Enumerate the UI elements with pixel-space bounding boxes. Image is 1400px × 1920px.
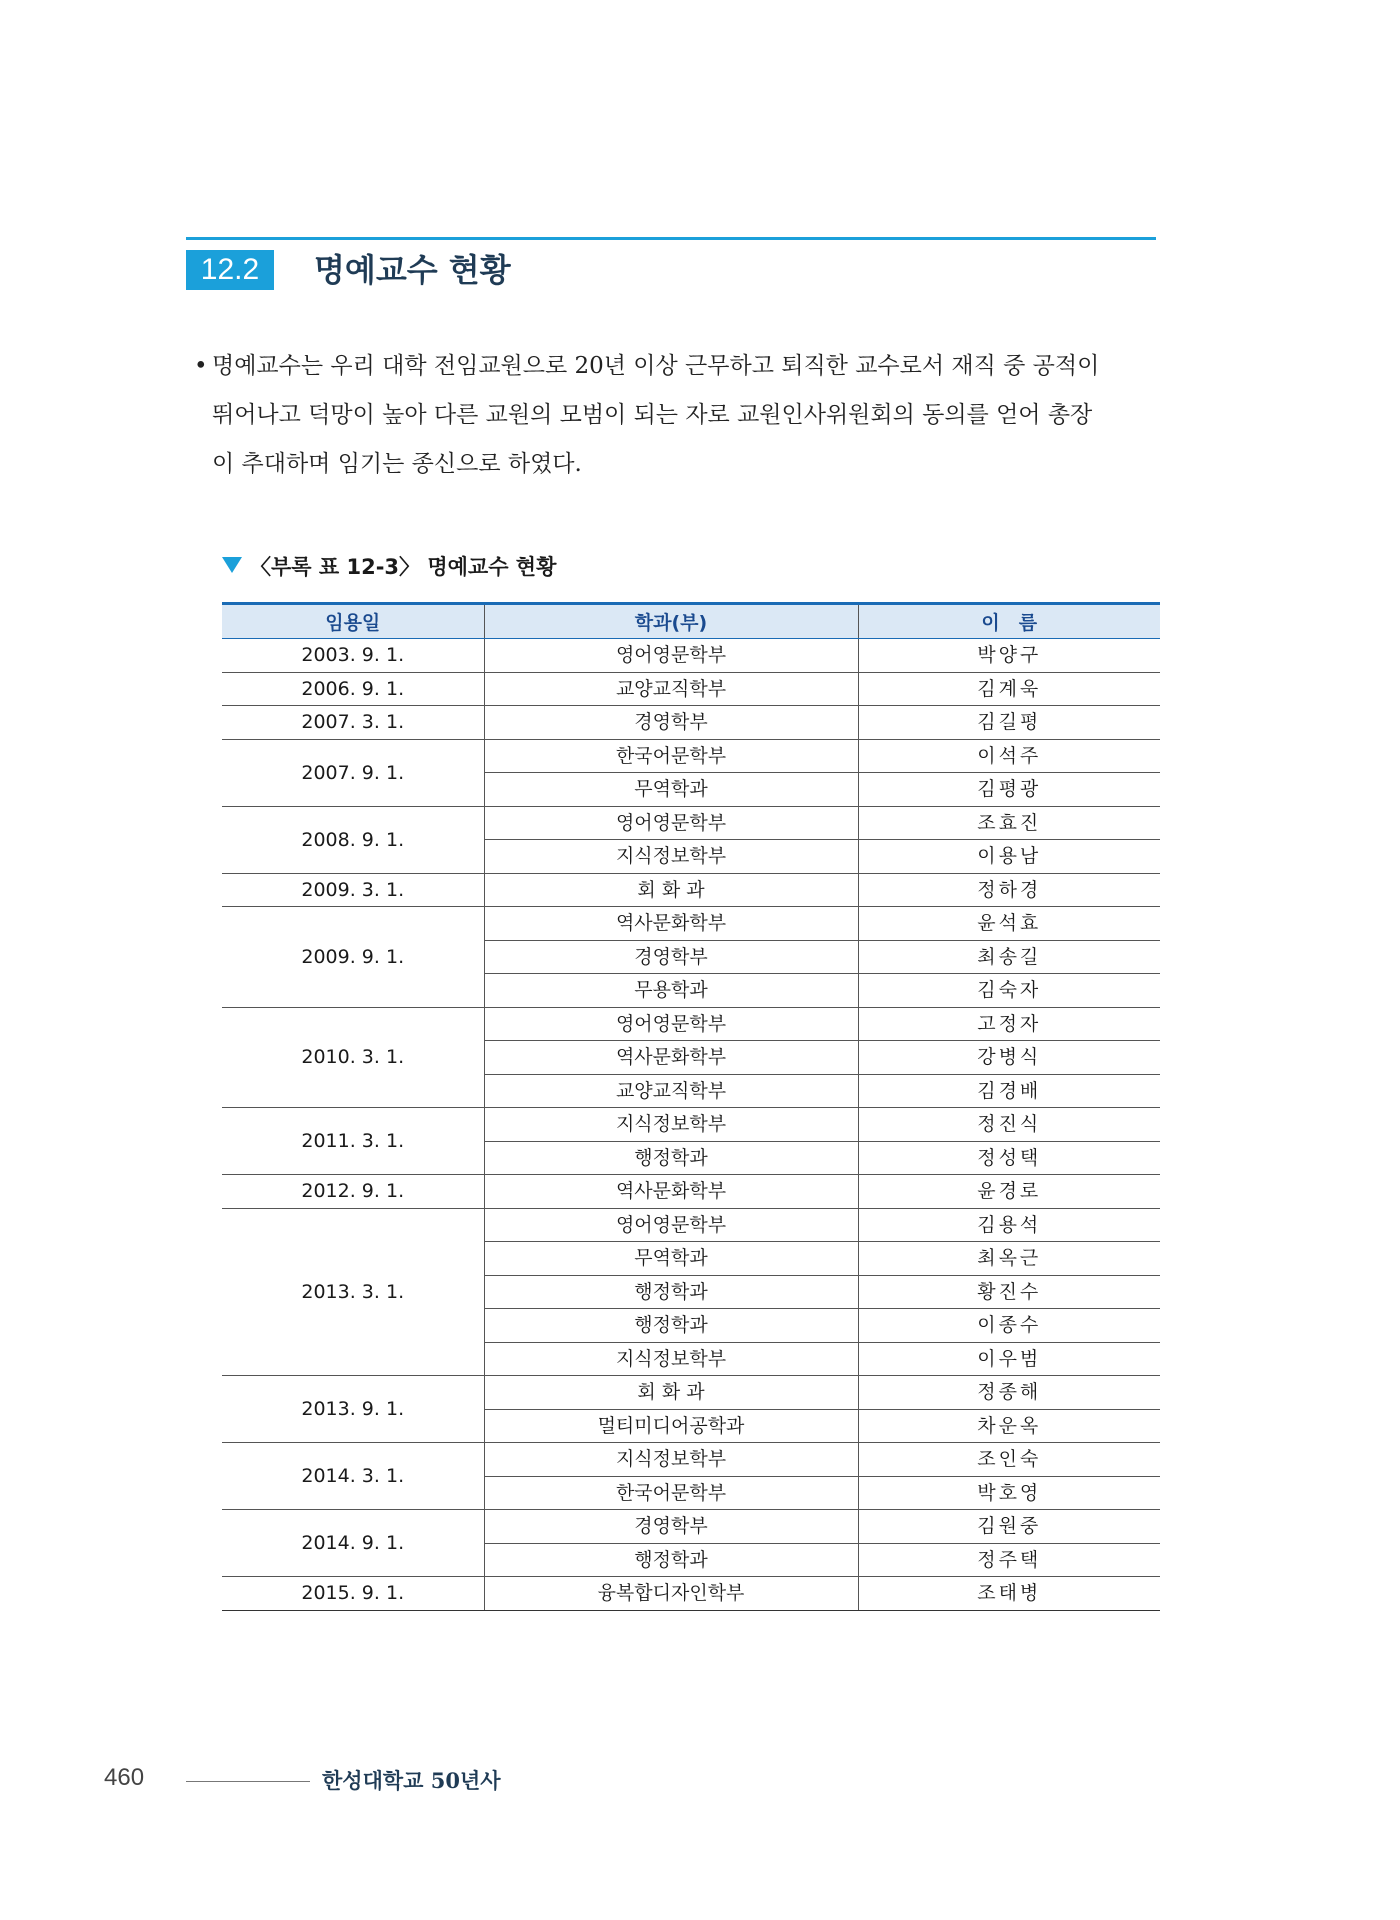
cell-department: 영어영문학부 <box>484 806 858 840</box>
table-row <box>222 672 1160 706</box>
cell-name: 김평광 <box>858 773 1160 807</box>
cell-department: 영어영문학부 <box>484 1208 858 1242</box>
section-title: 명예교수 현황 <box>314 251 511 289</box>
cell-department: 무용학과 <box>484 974 858 1008</box>
cell-name: 강병식 <box>858 1041 1160 1075</box>
cell-name: 고정자 <box>858 1007 1160 1041</box>
cell-name: 이용남 <box>858 840 1160 874</box>
cell-department: 영어영문학부 <box>484 639 858 673</box>
professor-table <box>222 602 1160 1611</box>
cell-department: 역사문화학부 <box>484 1175 858 1209</box>
intro-line: 뛰어나고 덕망이 높아 다른 교원의 모범이 되는 자로 교원인사위원회의 동의를 얻어 총장 <box>212 402 1093 428</box>
cell-date: 2008. 9. 1. <box>222 806 484 873</box>
section-top-rule <box>186 237 1156 240</box>
cell-name: 이우범 <box>858 1342 1160 1376</box>
cell-name: 조인숙 <box>858 1443 1160 1477</box>
cell-department: 역사문화학부 <box>484 907 858 941</box>
cell-name: 최옥근 <box>858 1242 1160 1276</box>
cell-name: 정진식 <box>858 1108 1160 1142</box>
cell-department: 한국어문학부 <box>484 739 858 773</box>
cell-department: 교양교직학부 <box>484 672 858 706</box>
cell-name: 차운옥 <box>858 1409 1160 1443</box>
table-row <box>222 873 1160 907</box>
cell-department: 경영학부 <box>484 1510 858 1544</box>
table-row <box>222 706 1160 740</box>
table-header-row <box>222 604 1160 639</box>
cell-date: 2013. 3. 1. <box>222 1208 484 1376</box>
cell-date: 2014. 3. 1. <box>222 1443 484 1510</box>
cell-department: 무역학과 <box>484 1242 858 1276</box>
cell-department: 행정학과 <box>484 1543 858 1577</box>
cell-name: 김용석 <box>858 1208 1160 1242</box>
cell-name: 박호영 <box>858 1476 1160 1510</box>
table-row <box>222 1443 1160 1477</box>
cell-department: 지식정보학부 <box>484 1443 858 1477</box>
cell-date: 2011. 3. 1. <box>222 1108 484 1175</box>
bullet-icon: • <box>194 353 208 379</box>
table-row <box>222 739 1160 773</box>
table-row <box>222 907 1160 941</box>
table-row <box>222 1007 1160 1041</box>
table-row <box>222 1376 1160 1410</box>
cell-department: 경영학부 <box>484 706 858 740</box>
cell-date: 2009. 3. 1. <box>222 873 484 907</box>
cell-department: 회 화 과 <box>484 1376 858 1410</box>
cell-department: 역사문화학부 <box>484 1041 858 1075</box>
table-row <box>222 1510 1160 1544</box>
cell-date: 2007. 9. 1. <box>222 739 484 806</box>
intro-line: 이 추대하며 임기는 종신으로 하였다. <box>212 451 582 477</box>
cell-department: 무역학과 <box>484 773 858 807</box>
triangle-down-icon <box>222 557 242 573</box>
cell-date: 2003. 9. 1. <box>222 639 484 673</box>
section-number: 12.2 <box>186 250 274 290</box>
cell-department: 경영학부 <box>484 940 858 974</box>
cell-name: 조태병 <box>858 1577 1160 1611</box>
cell-name: 김원중 <box>858 1510 1160 1544</box>
table-row <box>222 639 1160 673</box>
header-date: 임용일 <box>222 604 484 639</box>
cell-name: 정하경 <box>858 873 1160 907</box>
cell-department: 교양교직학부 <box>484 1074 858 1108</box>
table-body <box>222 639 1160 1611</box>
table-row <box>222 1208 1160 1242</box>
cell-department: 지식정보학부 <box>484 1108 858 1142</box>
footer-rule <box>186 1781 310 1782</box>
cell-date: 2014. 9. 1. <box>222 1510 484 1577</box>
cell-name: 정종해 <box>858 1376 1160 1410</box>
cell-department: 한국어문학부 <box>484 1476 858 1510</box>
cell-department: 영어영문학부 <box>484 1007 858 1041</box>
cell-name: 황진수 <box>858 1275 1160 1309</box>
cell-name: 최송길 <box>858 940 1160 974</box>
cell-name: 김길평 <box>858 706 1160 740</box>
table-caption-text: 〈부록 표 12-3〉 명예교수 현황 <box>250 555 557 579</box>
cell-name: 조효진 <box>858 806 1160 840</box>
cell-name: 김숙자 <box>858 974 1160 1008</box>
cell-date: 2010. 3. 1. <box>222 1007 484 1108</box>
cell-department: 행정학과 <box>484 1141 858 1175</box>
cell-name: 박양구 <box>858 639 1160 673</box>
table-caption <box>222 552 556 582</box>
cell-name: 정주택 <box>858 1543 1160 1577</box>
table-row <box>222 1577 1160 1611</box>
cell-name: 이종수 <box>858 1309 1160 1343</box>
cell-department: 융복합디자인학부 <box>484 1577 858 1611</box>
cell-name: 이석주 <box>858 739 1160 773</box>
cell-name: 정성택 <box>858 1141 1160 1175</box>
cell-name: 김경배 <box>858 1074 1160 1108</box>
cell-department: 행정학과 <box>484 1275 858 1309</box>
intro-line: 명예교수는 우리 대학 전임교원으로 20년 이상 근무하고 퇴직한 교수로서 재직 중 공적이 <box>212 353 1100 379</box>
header-name: 이 름 <box>858 604 1160 639</box>
book-title: 한성대학교 50년사 <box>322 1768 501 1793</box>
intro-paragraph <box>194 342 1162 489</box>
table-row <box>222 806 1160 840</box>
cell-department: 행정학과 <box>484 1309 858 1343</box>
cell-date: 2015. 9. 1. <box>222 1577 484 1611</box>
cell-date: 2009. 9. 1. <box>222 907 484 1008</box>
cell-name: 윤석효 <box>858 907 1160 941</box>
table-row <box>222 1175 1160 1209</box>
cell-department: 멀티미디어공학과 <box>484 1409 858 1443</box>
cell-date: 2006. 9. 1. <box>222 672 484 706</box>
header-department: 학과(부) <box>484 604 858 639</box>
cell-date: 2007. 3. 1. <box>222 706 484 740</box>
cell-name: 윤경로 <box>858 1175 1160 1209</box>
cell-department: 지식정보학부 <box>484 1342 858 1376</box>
cell-date: 2012. 9. 1. <box>222 1175 484 1209</box>
cell-name: 김계욱 <box>858 672 1160 706</box>
page-number: 460 <box>104 1764 145 1791</box>
table-row <box>222 1108 1160 1142</box>
cell-department: 지식정보학부 <box>484 840 858 874</box>
cell-date: 2013. 9. 1. <box>222 1376 484 1443</box>
cell-department: 회 화 과 <box>484 873 858 907</box>
